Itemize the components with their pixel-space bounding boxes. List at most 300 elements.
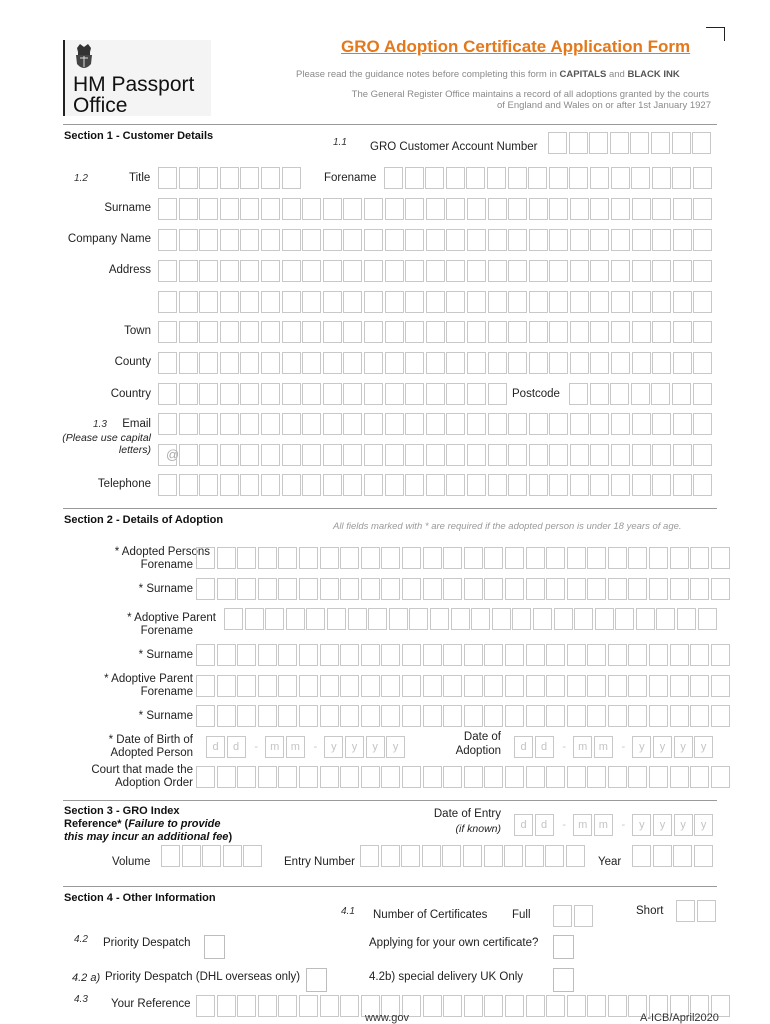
dob-field[interactable]: [206, 736, 407, 758]
char-box[interactable]: [587, 995, 606, 1017]
char-box[interactable]: [690, 766, 709, 788]
char-box[interactable]: [487, 167, 506, 189]
char-box[interactable]: [590, 229, 609, 251]
parent2-forename-field[interactable]: [196, 675, 731, 697]
char-box[interactable]: [278, 547, 297, 569]
char-box[interactable]: [464, 578, 483, 600]
char-box[interactable]: [464, 766, 483, 788]
char-box[interactable]: [693, 474, 712, 496]
char-box[interactable]: [649, 578, 668, 600]
char-box[interactable]: [278, 705, 297, 727]
char-box[interactable]: [526, 705, 545, 727]
char-box[interactable]: [278, 644, 297, 666]
char-box[interactable]: [361, 578, 380, 600]
char-box[interactable]: [549, 198, 568, 220]
char-box[interactable]: [546, 766, 565, 788]
char-box[interactable]: [694, 845, 713, 867]
char-box[interactable]: [199, 229, 218, 251]
char-box[interactable]: [423, 547, 442, 569]
char-box[interactable]: [282, 291, 301, 313]
char-box[interactable]: [590, 260, 609, 282]
char-box[interactable]: [240, 474, 259, 496]
char-box[interactable]: [446, 413, 465, 435]
char-box[interactable]: [364, 444, 383, 466]
char-box[interactable]: [446, 229, 465, 251]
char-box[interactable]: [529, 260, 548, 282]
char-box[interactable]: [265, 608, 284, 630]
char-box[interactable]: [673, 229, 692, 251]
char-box[interactable]: [673, 444, 692, 466]
char-box[interactable]: [672, 383, 691, 405]
date-digit-box[interactable]: y: [366, 736, 385, 758]
char-box[interactable]: [389, 608, 408, 630]
char-box[interactable]: [615, 608, 634, 630]
parent1-surname-field[interactable]: [196, 644, 731, 666]
char-box[interactable]: [693, 383, 712, 405]
char-box[interactable]: [549, 321, 568, 343]
char-box[interactable]: [360, 845, 379, 867]
char-box[interactable]: [282, 444, 301, 466]
char-box[interactable]: [632, 352, 651, 374]
char-box[interactable]: [672, 167, 691, 189]
char-box[interactable]: [405, 474, 424, 496]
char-box[interactable]: [381, 675, 400, 697]
char-box[interactable]: [590, 321, 609, 343]
char-box[interactable]: [446, 383, 465, 405]
char-box[interactable]: [199, 474, 218, 496]
char-box[interactable]: [652, 291, 671, 313]
char-box[interactable]: [179, 383, 198, 405]
char-box[interactable]: [546, 578, 565, 600]
date-digit-box[interactable]: d: [206, 736, 225, 758]
char-box[interactable]: [320, 578, 339, 600]
char-box[interactable]: [570, 413, 589, 435]
char-box[interactable]: [179, 229, 198, 251]
char-box[interactable]: [217, 578, 236, 600]
char-box[interactable]: [443, 995, 462, 1017]
char-box[interactable]: [628, 547, 647, 569]
char-box[interactable]: [361, 766, 380, 788]
char-box[interactable]: [196, 995, 215, 1017]
char-box[interactable]: [529, 413, 548, 435]
char-box[interactable]: [505, 578, 524, 600]
char-box[interactable]: [529, 352, 548, 374]
char-box[interactable]: [632, 260, 651, 282]
char-box[interactable]: [302, 474, 321, 496]
char-box[interactable]: [467, 291, 486, 313]
char-box[interactable]: [546, 644, 565, 666]
char-box[interactable]: [282, 260, 301, 282]
char-box[interactable]: [299, 644, 318, 666]
adopted-surname-field[interactable]: [196, 578, 731, 600]
char-box[interactable]: [652, 321, 671, 343]
char-box[interactable]: [692, 132, 711, 154]
char-box[interactable]: [467, 383, 486, 405]
char-box[interactable]: [402, 766, 421, 788]
char-box[interactable]: [446, 474, 465, 496]
char-box[interactable]: [711, 766, 730, 788]
char-box[interactable]: [464, 547, 483, 569]
char-box[interactable]: [632, 321, 651, 343]
char-box[interactable]: [282, 198, 301, 220]
char-box[interactable]: [652, 260, 671, 282]
char-box[interactable]: [446, 291, 465, 313]
char-box[interactable]: [381, 578, 400, 600]
char-box[interactable]: [299, 705, 318, 727]
char-box[interactable]: [693, 167, 712, 189]
parent2-surname-field[interactable]: [196, 705, 731, 727]
char-box[interactable]: [340, 547, 359, 569]
char-box[interactable]: [240, 229, 259, 251]
char-box[interactable]: [611, 444, 630, 466]
char-box[interactable]: [554, 608, 573, 630]
telephone-field[interactable]: [158, 474, 714, 496]
char-box[interactable]: [508, 260, 527, 282]
char-box[interactable]: [426, 474, 445, 496]
parent1-forename-field[interactable]: [224, 608, 718, 630]
char-box[interactable]: [261, 167, 280, 189]
char-box[interactable]: [196, 644, 215, 666]
char-box[interactable]: [217, 766, 236, 788]
char-box[interactable]: [508, 229, 527, 251]
char-box[interactable]: [549, 291, 568, 313]
char-box[interactable]: [196, 705, 215, 727]
char-box[interactable]: [529, 291, 548, 313]
char-box[interactable]: [405, 167, 424, 189]
char-box[interactable]: [199, 413, 218, 435]
char-box[interactable]: [405, 260, 424, 282]
surname-field[interactable]: [158, 198, 714, 220]
char-box[interactable]: [340, 675, 359, 697]
char-box[interactable]: [693, 260, 712, 282]
char-box[interactable]: [673, 845, 692, 867]
date-digit-box[interactable]: m: [594, 736, 613, 758]
char-box[interactable]: [220, 413, 239, 435]
char-box[interactable]: [385, 444, 404, 466]
char-box[interactable]: [529, 321, 548, 343]
char-box[interactable]: [323, 383, 342, 405]
char-box[interactable]: [299, 578, 318, 600]
char-box[interactable]: [402, 547, 421, 569]
char-box[interactable]: [467, 352, 486, 374]
char-box[interactable]: [381, 845, 400, 867]
char-box[interactable]: [443, 705, 462, 727]
char-box[interactable]: [652, 229, 671, 251]
char-box[interactable]: [670, 705, 689, 727]
char-box[interactable]: [426, 321, 445, 343]
char-box[interactable]: [484, 766, 503, 788]
char-box[interactable]: [443, 547, 462, 569]
county-field[interactable]: [158, 352, 714, 374]
char-box[interactable]: [590, 291, 609, 313]
char-box[interactable]: [631, 167, 650, 189]
char-box[interactable]: [158, 352, 177, 374]
char-box[interactable]: [610, 383, 629, 405]
char-box[interactable]: [651, 132, 670, 154]
char-box[interactable]: [545, 845, 564, 867]
char-box[interactable]: [464, 675, 483, 697]
char-box[interactable]: [196, 547, 215, 569]
char-box[interactable]: [299, 675, 318, 697]
char-box[interactable]: [549, 444, 568, 466]
char-box[interactable]: [385, 321, 404, 343]
priority-dhl-checkbox[interactable]: [306, 968, 327, 992]
char-box[interactable]: [446, 352, 465, 374]
char-box[interactable]: [488, 383, 507, 405]
char-box[interactable]: [423, 995, 442, 1017]
char-box[interactable]: [261, 198, 280, 220]
char-box[interactable]: [237, 547, 256, 569]
char-box[interactable]: [261, 474, 280, 496]
char-box[interactable]: [677, 608, 696, 630]
char-box[interactable]: [282, 413, 301, 435]
char-box[interactable]: [526, 644, 545, 666]
char-box[interactable]: [426, 383, 445, 405]
char-box[interactable]: [240, 444, 259, 466]
date-digit-box[interactable]: y: [386, 736, 405, 758]
char-box[interactable]: [652, 474, 671, 496]
char-box[interactable]: [631, 383, 650, 405]
char-box[interactable]: [179, 413, 198, 435]
char-box[interactable]: [320, 675, 339, 697]
char-box[interactable]: [179, 198, 198, 220]
char-box[interactable]: [611, 474, 630, 496]
char-box[interactable]: [574, 608, 593, 630]
char-box[interactable]: [323, 413, 342, 435]
char-box[interactable]: [608, 766, 627, 788]
char-box[interactable]: [220, 321, 239, 343]
char-box[interactable]: [261, 260, 280, 282]
date-digit-box[interactable]: d: [535, 736, 554, 758]
char-box[interactable]: [570, 291, 589, 313]
char-box[interactable]: [158, 167, 177, 189]
char-box[interactable]: [632, 474, 651, 496]
char-box[interactable]: [526, 578, 545, 600]
char-box[interactable]: [364, 229, 383, 251]
char-box[interactable]: [361, 547, 380, 569]
char-box[interactable]: [632, 229, 651, 251]
char-box[interactable]: [240, 321, 259, 343]
char-box[interactable]: [299, 766, 318, 788]
char-box[interactable]: [261, 229, 280, 251]
char-box[interactable]: [611, 167, 630, 189]
char-box[interactable]: [525, 845, 544, 867]
char-box[interactable]: [343, 352, 362, 374]
char-box[interactable]: [217, 995, 236, 1017]
char-box[interactable]: [423, 578, 442, 600]
char-box[interactable]: [323, 198, 342, 220]
char-box[interactable]: [158, 291, 177, 313]
char-box[interactable]: [340, 995, 359, 1017]
char-box[interactable]: [202, 845, 221, 867]
char-box[interactable]: [402, 705, 421, 727]
char-box[interactable]: [261, 291, 280, 313]
char-box[interactable]: [261, 413, 280, 435]
char-box[interactable]: [533, 608, 552, 630]
char-box[interactable]: [590, 167, 609, 189]
date-digit-box[interactable]: d: [535, 814, 554, 836]
char-box[interactable]: [467, 260, 486, 282]
char-box[interactable]: [649, 644, 668, 666]
char-box[interactable]: [426, 260, 445, 282]
char-box[interactable]: [611, 321, 630, 343]
char-box[interactable]: [196, 675, 215, 697]
char-box[interactable]: [484, 578, 503, 600]
char-box[interactable]: [611, 352, 630, 374]
char-box[interactable]: [385, 352, 404, 374]
char-box[interactable]: [282, 229, 301, 251]
char-box[interactable]: [464, 705, 483, 727]
char-box[interactable]: [323, 260, 342, 282]
char-box[interactable]: [258, 547, 277, 569]
char-box[interactable]: [340, 644, 359, 666]
char-box[interactable]: [405, 444, 424, 466]
char-box[interactable]: [488, 474, 507, 496]
char-box[interactable]: [240, 383, 259, 405]
char-box[interactable]: [179, 444, 198, 466]
char-box[interactable]: [302, 413, 321, 435]
char-box[interactable]: [426, 444, 445, 466]
char-box[interactable]: [546, 705, 565, 727]
date-digit-box[interactable]: y: [345, 736, 364, 758]
char-box[interactable]: [343, 229, 362, 251]
char-box[interactable]: [320, 547, 339, 569]
char-box[interactable]: [385, 260, 404, 282]
char-box[interactable]: [443, 644, 462, 666]
char-box[interactable]: [443, 766, 462, 788]
char-box[interactable]: [711, 547, 730, 569]
char-box[interactable]: [278, 766, 297, 788]
char-box[interactable]: [343, 321, 362, 343]
char-box[interactable]: [320, 705, 339, 727]
char-box[interactable]: [302, 291, 321, 313]
char-box[interactable]: [224, 608, 243, 630]
date-digit-box[interactable]: y: [694, 736, 713, 758]
char-box[interactable]: [651, 383, 670, 405]
char-box[interactable]: [299, 995, 318, 1017]
char-box[interactable]: [402, 644, 421, 666]
date-digit-box[interactable]: y: [632, 814, 651, 836]
char-box[interactable]: [199, 321, 218, 343]
char-box[interactable]: [656, 608, 675, 630]
char-box[interactable]: [245, 608, 264, 630]
country-field[interactable]: [158, 383, 508, 405]
char-box[interactable]: [381, 644, 400, 666]
char-box[interactable]: [196, 578, 215, 600]
date-digit-box[interactable]: d: [514, 814, 533, 836]
char-box[interactable]: [258, 766, 277, 788]
char-box[interactable]: [467, 444, 486, 466]
char-box[interactable]: [323, 229, 342, 251]
char-box[interactable]: [451, 608, 470, 630]
char-box[interactable]: [526, 995, 545, 1017]
email-line1-field[interactable]: [158, 413, 714, 435]
char-box[interactable]: [608, 547, 627, 569]
char-box[interactable]: [282, 167, 301, 189]
char-box[interactable]: [340, 766, 359, 788]
doa-field[interactable]: [514, 736, 715, 758]
char-box[interactable]: [484, 995, 503, 1017]
char-box[interactable]: [587, 705, 606, 727]
char-box[interactable]: [343, 260, 362, 282]
char-box[interactable]: [587, 578, 606, 600]
char-box[interactable]: [567, 578, 586, 600]
char-box[interactable]: [630, 132, 649, 154]
char-box[interactable]: [529, 444, 548, 466]
char-box[interactable]: [567, 995, 586, 1017]
char-box[interactable]: [422, 845, 441, 867]
char-box[interactable]: [405, 198, 424, 220]
char-box[interactable]: [628, 705, 647, 727]
char-box[interactable]: [261, 321, 280, 343]
char-box[interactable]: [690, 644, 709, 666]
char-box[interactable]: [611, 229, 630, 251]
char-box[interactable]: [302, 260, 321, 282]
char-box[interactable]: [426, 291, 445, 313]
char-box[interactable]: [670, 675, 689, 697]
char-box[interactable]: [199, 444, 218, 466]
char-box[interactable]: [632, 845, 651, 867]
date-digit-box[interactable]: m: [573, 736, 592, 758]
char-box[interactable]: [402, 675, 421, 697]
char-box[interactable]: [484, 644, 503, 666]
char-box[interactable]: [199, 167, 218, 189]
char-box[interactable]: [587, 675, 606, 697]
char-box[interactable]: [343, 198, 362, 220]
address-line2-field[interactable]: [158, 291, 714, 313]
char-box[interactable]: [385, 291, 404, 313]
char-box[interactable]: [628, 766, 647, 788]
char-box[interactable]: [323, 444, 342, 466]
char-box[interactable]: [385, 474, 404, 496]
char-box[interactable]: [423, 766, 442, 788]
char-box[interactable]: [199, 291, 218, 313]
char-box[interactable]: [610, 132, 629, 154]
char-box[interactable]: [505, 644, 524, 666]
char-box[interactable]: [505, 705, 524, 727]
char-box[interactable]: [569, 167, 588, 189]
char-box[interactable]: [423, 675, 442, 697]
char-box[interactable]: [693, 198, 712, 220]
char-box[interactable]: [179, 474, 198, 496]
char-box[interactable]: [240, 260, 259, 282]
char-box[interactable]: [220, 383, 239, 405]
date-digit-box[interactable]: d: [227, 736, 246, 758]
char-box[interactable]: [405, 321, 424, 343]
char-box[interactable]: [548, 132, 567, 154]
char-box[interactable]: [570, 260, 589, 282]
char-box[interactable]: [426, 229, 445, 251]
char-box[interactable]: [608, 705, 627, 727]
char-box[interactable]: [240, 167, 259, 189]
char-box[interactable]: [549, 167, 568, 189]
forename-field[interactable]: [384, 167, 714, 189]
char-box[interactable]: [711, 705, 730, 727]
title-field[interactable]: [158, 167, 302, 189]
char-box[interactable]: [611, 198, 630, 220]
char-box[interactable]: [570, 321, 589, 343]
char-box[interactable]: [549, 352, 568, 374]
char-box[interactable]: [364, 291, 383, 313]
char-box[interactable]: [673, 321, 692, 343]
date-digit-box[interactable]: y: [632, 736, 651, 758]
char-box[interactable]: [261, 444, 280, 466]
char-box[interactable]: [529, 229, 548, 251]
priority-checkbox[interactable]: [204, 935, 225, 959]
date-digit-box[interactable]: m: [573, 814, 592, 836]
char-box[interactable]: [488, 198, 507, 220]
char-box[interactable]: [484, 705, 503, 727]
